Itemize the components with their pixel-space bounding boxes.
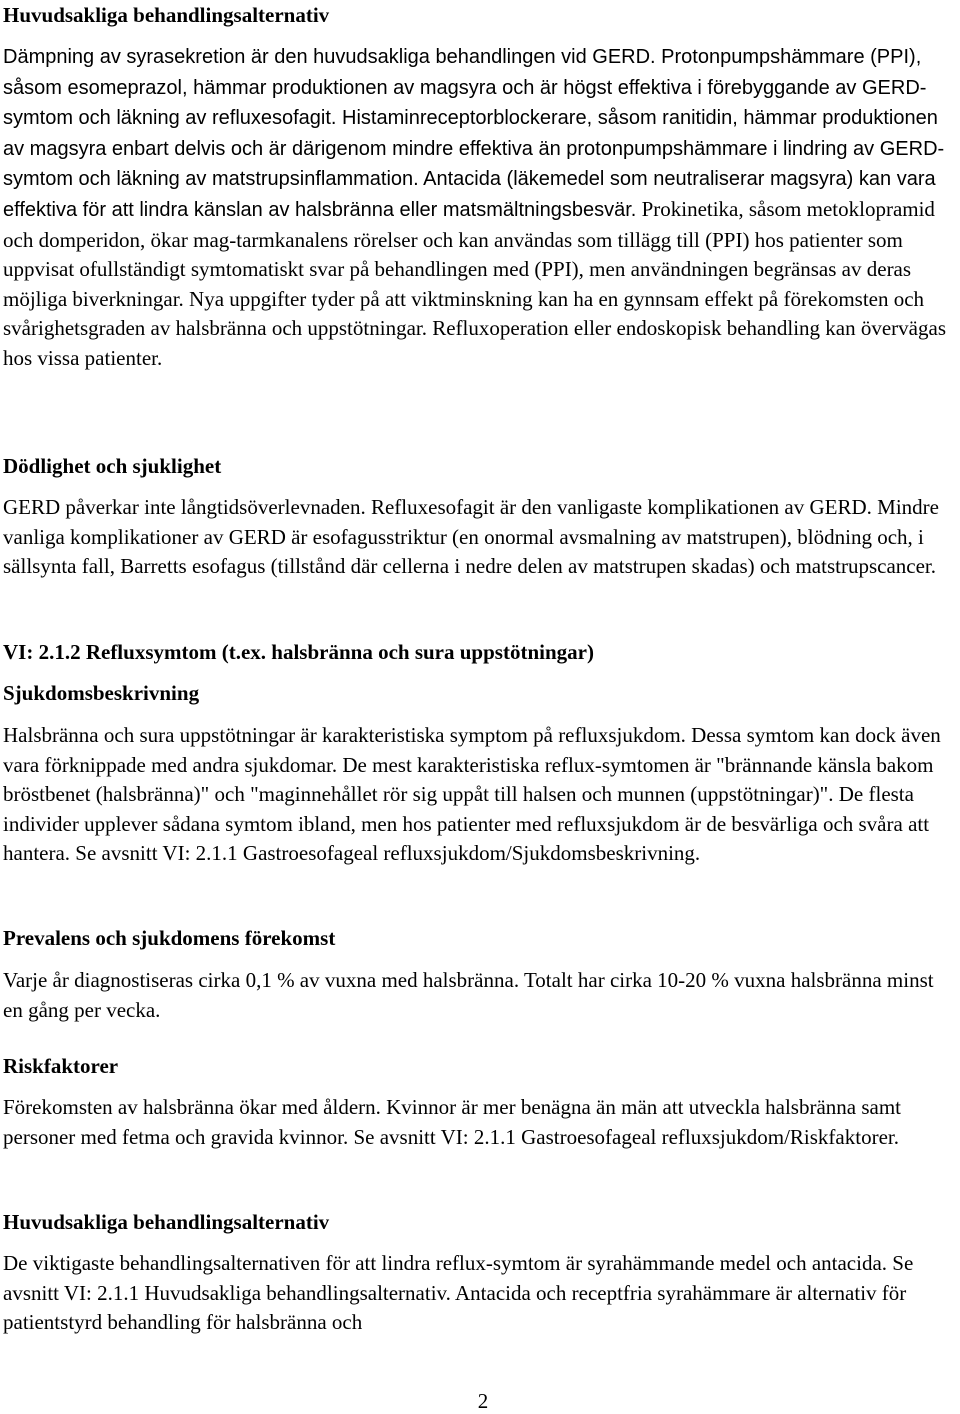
section-paragraph-prevalence: Varje år diagnostiseras cirka 0,1 % av vuxna med halsbränna. Totalt har cirka 10-20 % vuxna halsbränna minst en gång per vecka. xyxy=(3,968,934,1022)
section-subheading-description: Sjukdomsbeskrivning xyxy=(3,681,200,705)
section-heading-mortality: Dödlighet och sjuklighet xyxy=(3,454,222,478)
section-heading-risk-factors: Riskfaktorer xyxy=(3,1054,119,1078)
section-paragraph-mortality: GERD påverkar inte långtidsöverlevnaden. Refluxesofagit är den vanligaste komplikationen av GERD. Mindre vanliga komplikationer av GERD är esofagusstriktur (en onormal avsmalning av matstrupen), blödning och, i sällsynta fall, Barretts esofagus (tillstånd där cellerna i nedre delen av matstrupen skadas) och matstrupscancer. xyxy=(3,495,939,579)
section-heading-reflux-symptoms: VI: 2.1.2 Refluxsymtom (t.ex. halsbränna och sura uppstötningar) xyxy=(3,640,594,664)
paragraph-segment-sans: Dämpning av syrasekretion är den huvudsakliga behandlingen vid GERD. Protonpumpshämmare (PPI), såsom esomeprazol, hämmar produktionen av magsyra och är högst effektiva i förebyggande av GERD-symtom och läkning av refluxesofagit. Histaminreceptorblockerare, såsom ranitidin, hämmar produktionen av magsyra enbart delvis och är därigenom mindre effektiva än protonpumpshämmare i lindring av GERD-symtom och läkning av matstrupsinflammation. Antacida (läkemedel som neutraliserar magsyra) kan vara effektiva för att lindra känslan av halsbränna eller matsmältningsbesvär. xyxy=(3,46,945,221)
page-number: 2 xyxy=(477,1389,489,1413)
section-paragraph-description: Halsbränna och sura uppstötningar är karakteristiska symptom på refluxsjukdom. Dessa symtom kan dock även vara förknippade med andra sjukdomar. De mest karakteristiska reflux-symtomen är "brännande känsla bakom bröstbenet (halsbränna)" och "maginnehållet rör sig uppåt till halsen och munnen (uppstötningar)". De flesta individer upplever sådana symtom ibland, men hos patienter med refluxsjukdom är de besvärliga och svåra att hantera. Se avsnitt VI: 2.1.1 Gastroesofageal refluxsjukdom/Sjukdomsbeskrivning. xyxy=(3,723,941,866)
section-heading-treatment: Huvudsakliga behandlingsalternativ xyxy=(3,3,330,27)
section-paragraph-treatment xyxy=(3,42,958,374)
paragraph-segment-serif: Prokinetika, såsom metoklopramid och domperidon, ökar mag-tarmkanalens rörelser och kan användas som tillägg till (PPI) hos patienter som uppvisat ofullständigt symtomatiskt svar på behandlingen med (PPI), men användningen begränsas av deras möjliga biverkningar. Nya uppgifter tyder på att viktminskning kan ha en gynnsam effekt på förekomsten och svårighetsgraden av halsbränna och uppstötningar. Refluxoperation eller endoskopisk behandling kan övervägas hos vissa patienter. xyxy=(3,196,946,370)
section-paragraph-risk-factors: Förekomsten av halsbränna ökar med åldern. Kvinnor är mer benägna än män att utveckla halsbränna samt personer med fetma och gravida kvinnor. Se avsnitt VI: 2.1.1 Gastroesofageal refluxsjukdom/Riskfaktorer. xyxy=(3,1095,902,1149)
section-heading-treatment-2: Huvudsakliga behandlingsalternativ xyxy=(3,1210,330,1234)
section-heading-prevalence: Prevalens och sjukdomens förekomst xyxy=(3,926,336,950)
section-paragraph-treatment-2: De viktigaste behandlingsalternativen för att lindra reflux-symtom är syrahämmande medel och antacida. Se avsnitt VI: 2.1.1 Huvudsakliga behandlingsalternativ. Antacida och receptfria syrahämmare är alternativ för patientstyrd behandling för halsbränna och xyxy=(3,1251,914,1335)
